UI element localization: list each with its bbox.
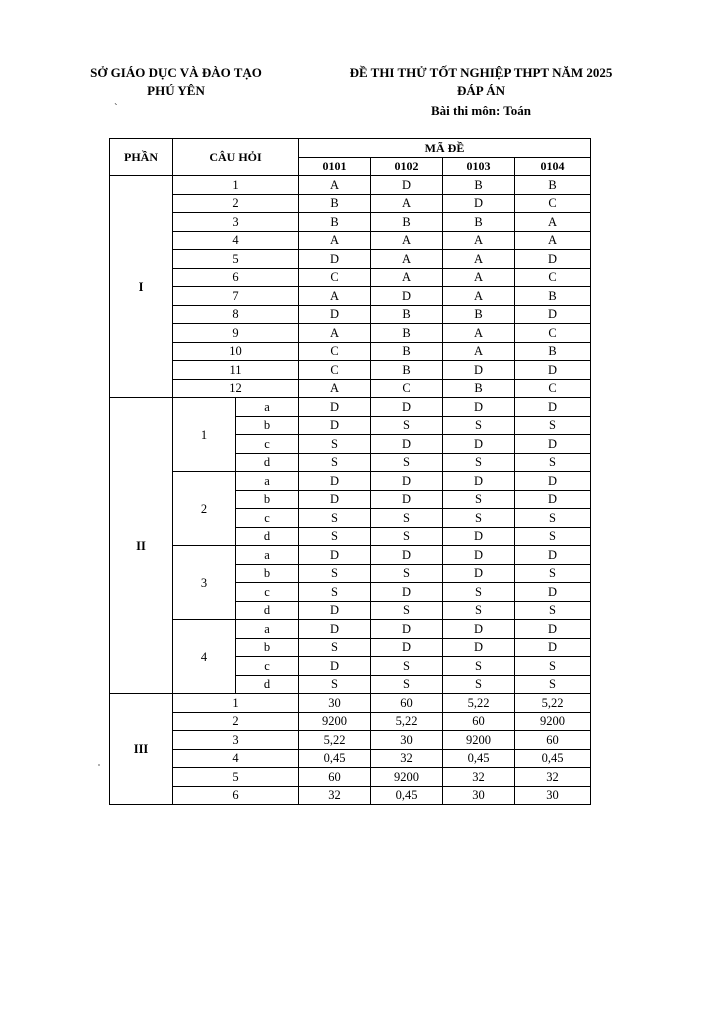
answer-cell: 60 xyxy=(371,694,443,713)
answer-cell: A xyxy=(299,324,371,343)
exam-code-header: 0102 xyxy=(371,157,443,176)
answer-cell: 0,45 xyxy=(515,749,591,768)
answer-cell: D xyxy=(371,472,443,491)
question-number: 8 xyxy=(173,305,299,324)
answer-cell: B xyxy=(515,287,591,306)
question-number: 4 xyxy=(173,620,236,694)
question-number: 11 xyxy=(173,361,299,380)
answer-cell: 0,45 xyxy=(371,786,443,805)
answer-cell: A xyxy=(371,250,443,269)
sub-question-label: d xyxy=(236,601,299,620)
answer-cell: D xyxy=(299,398,371,417)
table-row xyxy=(110,324,591,343)
answer-key-table xyxy=(109,138,591,805)
answer-cell: D xyxy=(371,398,443,417)
table-row xyxy=(110,379,591,398)
table-row xyxy=(110,231,591,250)
sub-question-label: c xyxy=(236,435,299,454)
answer-cell: D xyxy=(515,305,591,324)
answer-cell: D xyxy=(371,287,443,306)
table-row xyxy=(110,361,591,380)
answer-cell: B xyxy=(515,176,591,195)
answer-cell: S xyxy=(515,601,591,620)
question-number: 3 xyxy=(173,546,236,620)
sub-question-label: c xyxy=(236,509,299,528)
issuer-header xyxy=(62,64,290,100)
question-number: 9 xyxy=(173,324,299,343)
answer-cell: A xyxy=(443,287,515,306)
answer-cell: 32 xyxy=(371,749,443,768)
answer-cell: 9200 xyxy=(299,712,371,731)
answer-cell: 9200 xyxy=(515,712,591,731)
answer-cell: D xyxy=(299,620,371,639)
answer-cell: A xyxy=(443,342,515,361)
answer-cell: S xyxy=(371,509,443,528)
answer-cell: A xyxy=(443,231,515,250)
answer-cell: B xyxy=(371,361,443,380)
answer-cell: S xyxy=(515,453,591,472)
column-header-question: CÂU HỎI xyxy=(173,139,299,176)
answer-cell: C xyxy=(299,361,371,380)
answer-cell: D xyxy=(371,435,443,454)
answer-cell: D xyxy=(299,305,371,324)
answer-cell: D xyxy=(443,361,515,380)
answer-cell: S xyxy=(443,490,515,509)
table-row xyxy=(110,398,591,417)
table-row xyxy=(110,213,591,232)
answer-cell: D xyxy=(299,546,371,565)
answer-cell: S xyxy=(299,564,371,583)
sub-question-label: c xyxy=(236,583,299,602)
answer-cell: 30 xyxy=(515,786,591,805)
answer-cell: B xyxy=(371,213,443,232)
answer-cell: S xyxy=(299,527,371,546)
question-number: 1 xyxy=(173,176,299,195)
answer-cell: S xyxy=(515,527,591,546)
answer-cell: S xyxy=(515,416,591,435)
exam-code-header: 0104 xyxy=(515,157,591,176)
sub-question-label: a xyxy=(236,398,299,417)
sub-question-label: d xyxy=(236,453,299,472)
answer-cell: B xyxy=(371,324,443,343)
subject-line: Bài thi môn: Toán xyxy=(430,103,532,118)
table-row xyxy=(110,694,591,713)
answer-cell: S xyxy=(515,509,591,528)
answer-cell: A xyxy=(515,231,591,250)
question-number: 1 xyxy=(173,694,299,713)
question-number: 1 xyxy=(173,398,236,472)
answer-cell: C xyxy=(515,324,591,343)
answer-cell: 60 xyxy=(443,712,515,731)
answer-cell: A xyxy=(371,231,443,250)
answer-cell: 30 xyxy=(299,694,371,713)
answer-cell: A xyxy=(299,176,371,195)
answer-cell: S xyxy=(371,564,443,583)
answer-cell: S xyxy=(443,509,515,528)
answer-cell: C xyxy=(515,194,591,213)
answer-cell: D xyxy=(443,194,515,213)
table-row xyxy=(110,342,591,361)
issuer-province: PHÚ YÊN xyxy=(147,83,205,98)
answer-cell: S xyxy=(443,416,515,435)
answer-cell: A xyxy=(443,324,515,343)
answer-cell: D xyxy=(515,398,591,417)
sub-question-label: a xyxy=(236,620,299,639)
answer-cell: C xyxy=(371,379,443,398)
answer-cell: D xyxy=(299,657,371,676)
table-row xyxy=(110,472,591,491)
answer-cell: S xyxy=(299,638,371,657)
answer-cell: B xyxy=(371,342,443,361)
answer-cell: B xyxy=(443,176,515,195)
answer-cell: S xyxy=(371,675,443,694)
answer-cell: S xyxy=(371,657,443,676)
table-row xyxy=(110,749,591,768)
answer-cell: D xyxy=(371,583,443,602)
answer-cell: S xyxy=(299,675,371,694)
answer-cell: C xyxy=(299,342,371,361)
table-row xyxy=(110,546,591,565)
answer-cell: C xyxy=(515,379,591,398)
part-label: I xyxy=(110,176,173,398)
answer-cell: S xyxy=(443,583,515,602)
question-number: 2 xyxy=(173,712,299,731)
question-number: 3 xyxy=(173,213,299,232)
answer-cell: 60 xyxy=(299,768,371,787)
answer-cell: 0,45 xyxy=(443,749,515,768)
sub-question-label: b xyxy=(236,490,299,509)
sub-question-label: a xyxy=(236,472,299,491)
answer-cell: A xyxy=(371,194,443,213)
answer-cell: B xyxy=(371,305,443,324)
answer-cell: C xyxy=(515,268,591,287)
answer-cell: D xyxy=(443,546,515,565)
answer-cell: A xyxy=(371,268,443,287)
sub-question-label: a xyxy=(236,546,299,565)
answer-cell: D xyxy=(299,416,371,435)
answer-cell: S xyxy=(371,453,443,472)
question-number: 5 xyxy=(173,768,299,787)
answer-cell: 9200 xyxy=(443,731,515,750)
sub-question-label: d xyxy=(236,675,299,694)
question-number: 7 xyxy=(173,287,299,306)
question-number: 12 xyxy=(173,379,299,398)
question-number: 10 xyxy=(173,342,299,361)
sub-question-label: b xyxy=(236,416,299,435)
question-number: 5 xyxy=(173,250,299,269)
answer-cell: D xyxy=(443,620,515,639)
sub-question-label: c xyxy=(236,657,299,676)
answer-cell: 5,22 xyxy=(371,712,443,731)
answer-cell: D xyxy=(515,638,591,657)
table-row xyxy=(110,786,591,805)
answer-cell: S xyxy=(371,416,443,435)
answer-cell: B xyxy=(299,213,371,232)
table-row xyxy=(110,194,591,213)
question-number: 2 xyxy=(173,472,236,546)
answer-cell: D xyxy=(443,435,515,454)
sub-question-label: b xyxy=(236,564,299,583)
answer-cell: D xyxy=(443,398,515,417)
answer-cell: B xyxy=(443,379,515,398)
answer-cell: S xyxy=(443,601,515,620)
question-number: 6 xyxy=(173,786,299,805)
issuer-department: SỞ GIÁO DỤC VÀ ĐÀO TẠO xyxy=(90,65,262,80)
exam-title: ĐỀ THI THỬ TỐT NGHIỆP THPT NĂM 2025 xyxy=(349,65,613,80)
answer-cell: 5,22 xyxy=(443,694,515,713)
answer-key-title: ĐÁP ÁN xyxy=(456,83,506,98)
part-label: II xyxy=(110,398,173,694)
part-label: III xyxy=(110,694,173,805)
answer-cell: A xyxy=(299,379,371,398)
answer-cell: A xyxy=(299,287,371,306)
answer-cell: D xyxy=(371,620,443,639)
sub-question-label: d xyxy=(236,527,299,546)
answer-cell: S xyxy=(443,453,515,472)
table-row xyxy=(110,712,591,731)
answer-cell: D xyxy=(299,472,371,491)
answer-cell: D xyxy=(515,435,591,454)
answer-cell: B xyxy=(299,194,371,213)
answer-cell: S xyxy=(299,583,371,602)
answer-cell: D xyxy=(515,583,591,602)
answer-cell: S xyxy=(515,564,591,583)
answer-cell: D xyxy=(515,490,591,509)
answer-cell: 5,22 xyxy=(299,731,371,750)
answer-cell: D xyxy=(371,490,443,509)
table-row xyxy=(110,268,591,287)
table-row xyxy=(110,768,591,787)
answer-cell: 9200 xyxy=(371,768,443,787)
table-row xyxy=(110,250,591,269)
answer-cell: A xyxy=(515,213,591,232)
answer-cell: 60 xyxy=(515,731,591,750)
table-row xyxy=(110,176,591,195)
column-header-exam-code: MÃ ĐỀ xyxy=(299,139,591,158)
table-row xyxy=(110,731,591,750)
answer-cell: D xyxy=(515,361,591,380)
answer-cell: A xyxy=(443,250,515,269)
answer-cell: D xyxy=(515,250,591,269)
answer-cell: 5,22 xyxy=(515,694,591,713)
table-row xyxy=(110,287,591,306)
answer-cell: A xyxy=(299,231,371,250)
answer-cell: S xyxy=(299,453,371,472)
answer-cell: D xyxy=(299,250,371,269)
answer-cell: D xyxy=(371,176,443,195)
answer-cell: D xyxy=(299,490,371,509)
table-row xyxy=(110,305,591,324)
answer-cell: D xyxy=(515,472,591,491)
exam-code-header: 0101 xyxy=(299,157,371,176)
question-number: 4 xyxy=(173,231,299,250)
answer-cell: D xyxy=(371,546,443,565)
answer-cell: 32 xyxy=(443,768,515,787)
answer-cell: S xyxy=(299,435,371,454)
answer-cell: D xyxy=(443,638,515,657)
answer-cell: 32 xyxy=(515,768,591,787)
answer-cell: B xyxy=(515,342,591,361)
answer-cell: 32 xyxy=(299,786,371,805)
answer-cell: 30 xyxy=(371,731,443,750)
table-row xyxy=(110,620,591,639)
answer-cell: D xyxy=(515,620,591,639)
sub-question-label: b xyxy=(236,638,299,657)
answer-cell: D xyxy=(443,472,515,491)
answer-cell: S xyxy=(371,601,443,620)
column-header-part: PHẦN xyxy=(110,139,173,176)
answer-cell: D xyxy=(371,638,443,657)
exam-header xyxy=(320,64,642,120)
answer-cell: 30 xyxy=(443,786,515,805)
answer-cell: D xyxy=(299,601,371,620)
answer-cell: 0,45 xyxy=(299,749,371,768)
answer-cell: B xyxy=(443,213,515,232)
answer-cell: S xyxy=(299,509,371,528)
answer-cell: D xyxy=(443,527,515,546)
answer-cell: B xyxy=(443,305,515,324)
answer-cell: S xyxy=(371,527,443,546)
answer-cell: D xyxy=(515,546,591,565)
answer-cell: D xyxy=(443,564,515,583)
answer-cell: S xyxy=(443,675,515,694)
exam-code-header: 0103 xyxy=(443,157,515,176)
answer-cell: C xyxy=(299,268,371,287)
question-number: 3 xyxy=(173,731,299,750)
answer-cell: S xyxy=(515,675,591,694)
answer-cell: S xyxy=(515,657,591,676)
answer-cell: S xyxy=(443,657,515,676)
answer-cell: A xyxy=(443,268,515,287)
question-number: 4 xyxy=(173,749,299,768)
question-number: 6 xyxy=(173,268,299,287)
question-number: 2 xyxy=(173,194,299,213)
